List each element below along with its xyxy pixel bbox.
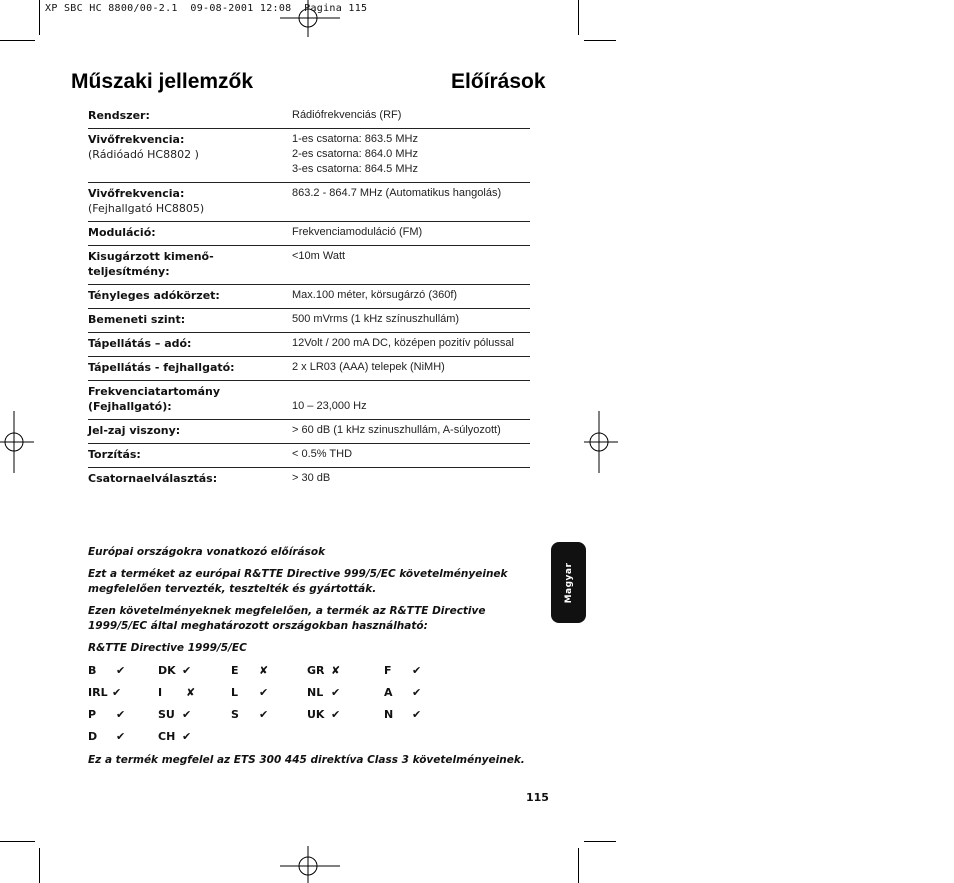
specifications-table	[88, 105, 530, 491]
page-title-regulations: Előírások	[451, 70, 546, 93]
country-n	[384, 708, 422, 721]
spec-value: > 60 dB (1 kHz szinuszhullám, A-súlyozott)	[292, 424, 501, 436]
country-irl	[88, 686, 122, 699]
check-mark-icon: ✔	[116, 708, 126, 721]
regulations-paragraph-1: Ezt a terméket az európai R&TTE Directive 999/5/EC követelményeinek megfelelően tervezték, tesztelték és gyártották.	[88, 568, 508, 595]
spec-row	[88, 309, 530, 333]
spec-value: > 30 dB	[292, 472, 331, 484]
spec-row	[88, 285, 530, 309]
spec-label: Kisugárzott kimenő-teljesítmény:	[88, 250, 214, 278]
country-l	[231, 686, 269, 699]
regulations-paragraph-2: Ezen követelményeknek megfelelően, a termék az R&TTE Directive 1999/5/EC által meghatározott országokban használható:	[88, 605, 486, 632]
check-mark-icon: ✔	[112, 686, 122, 699]
country-code: CH	[158, 730, 176, 743]
cross-mark-icon: ✘	[331, 664, 341, 677]
directive-label: R&TTE Directive 1999/5/EC	[88, 642, 247, 654]
spec-label: Tápellátás - fejhallgató:	[88, 361, 235, 374]
country-s	[231, 708, 269, 721]
country-dk	[158, 664, 192, 677]
spec-value: 12Volt / 200 mA DC, középen pozitív pólussal	[292, 337, 514, 349]
spec-label: Csatornaelválasztás:	[88, 472, 218, 485]
country-nl	[307, 686, 341, 699]
check-mark-icon: ✔	[412, 686, 422, 699]
country-code: IRL	[88, 686, 108, 699]
country-code: GR	[307, 664, 325, 677]
country-su	[158, 708, 192, 721]
spec-label: Rendszer:	[88, 109, 150, 122]
country-code: N	[384, 708, 394, 721]
spec-row	[88, 129, 530, 183]
spec-row	[88, 357, 530, 381]
spec-value: 500 mVrms (1 kHz színuszhullám)	[292, 313, 460, 325]
page-title-specifications: Műszaki jellemzők	[71, 70, 254, 93]
check-mark-icon: ✔	[182, 730, 192, 743]
check-mark-icon: ✔	[116, 730, 126, 743]
language-side-tab	[551, 542, 586, 623]
spec-row	[88, 183, 530, 222]
spec-row	[88, 222, 530, 246]
spec-label: Frekvenciatartomány (Fejhallgató):	[88, 385, 220, 413]
registration-mark-left-icon	[0, 409, 36, 475]
country-code: SU	[158, 708, 175, 721]
check-mark-icon: ✔	[331, 708, 341, 721]
spec-value: <10m Watt	[292, 250, 346, 262]
country-code: F	[384, 664, 392, 677]
check-mark-icon: ✔	[412, 664, 422, 677]
registration-mark-bottom-icon	[278, 844, 342, 883]
country-code: A	[384, 686, 393, 699]
check-mark-icon: ✔	[331, 686, 341, 699]
check-mark-icon: ✔	[182, 664, 192, 677]
spec-value: Rádiófrekvenciás (RF)	[292, 109, 402, 121]
country-code: P	[88, 708, 97, 721]
country-b	[88, 664, 126, 677]
spec-row	[88, 468, 530, 491]
country-uk	[307, 708, 341, 721]
spec-label: Torzítás:	[88, 448, 141, 461]
spec-row	[88, 420, 530, 444]
spec-label: Vivőfrekvencia: (Fejhallgató HC8805)	[88, 187, 205, 215]
spec-label: Moduláció:	[88, 226, 156, 239]
cross-mark-icon: ✘	[259, 664, 269, 677]
spec-value: 1-es csatorna: 863.5 MHz 2-es csatorna: 864.0 MHz 3-es csatorna: 864.5 MHz	[292, 133, 418, 175]
country-code: S	[231, 708, 239, 721]
spec-value: 2 x LR03 (AAA) telepek (NiMH)	[292, 361, 445, 373]
spec-label: Bemeneti szint:	[88, 313, 186, 326]
country-ch	[158, 730, 192, 743]
spec-label: Vivőfrekvencia: (Rádióadó HC8802 )	[88, 133, 199, 161]
spec-value: 863.2 - 864.7 MHz (Automatikus hangolás)	[292, 187, 502, 199]
regulations-heading: Európai országokra vonatkozó előírások	[88, 546, 326, 558]
country-d	[88, 730, 126, 743]
country-code: I	[158, 686, 163, 699]
country-code: D	[88, 730, 98, 743]
check-mark-icon: ✔	[182, 708, 192, 721]
country-compliance-grid	[88, 664, 448, 754]
spec-row	[88, 246, 530, 285]
country-code: L	[231, 686, 239, 699]
country-f	[384, 664, 422, 677]
spec-label: Tényleges adókörzet:	[88, 289, 220, 302]
country-code: NL	[307, 686, 324, 699]
spec-row	[88, 444, 530, 468]
spec-row	[88, 105, 530, 129]
check-mark-icon: ✔	[259, 708, 269, 721]
regulations-footer: Ez a termék megfelel az ETS 300 445 direktíva Class 3 követelményeinek.	[88, 754, 525, 766]
spec-value: Frekvenciamoduláció (FM)	[292, 226, 423, 238]
country-code: UK	[307, 708, 325, 721]
country-code: B	[88, 664, 97, 677]
spec-label: Jel-zaj viszony:	[88, 424, 181, 437]
country-code: DK	[158, 664, 176, 677]
check-mark-icon: ✔	[116, 664, 126, 677]
spec-label: Tápellátás – adó:	[88, 337, 192, 350]
print-header: XP SBC HC 8800/00-2.1 09-08-2001 12:08 Pagina 115	[45, 3, 368, 14]
country-a	[384, 686, 422, 699]
check-mark-icon: ✔	[412, 708, 422, 721]
registration-mark-right-icon	[582, 409, 618, 475]
cross-mark-icon: ✘	[186, 686, 196, 699]
spec-row	[88, 381, 530, 420]
country-p	[88, 708, 126, 721]
country-i	[158, 686, 196, 699]
spec-value: < 0.5% THD	[292, 448, 353, 460]
country-e	[231, 664, 269, 677]
country-gr	[307, 664, 341, 677]
language-tab-label: Magyar	[563, 562, 574, 603]
spec-value: Max.100 méter, körsugárzó (360f)	[292, 289, 458, 301]
country-code: E	[231, 664, 239, 677]
check-mark-icon: ✔	[259, 686, 269, 699]
page-number: 115	[526, 791, 549, 804]
spec-value: 10 – 23,000 Hz	[292, 400, 367, 412]
spec-row	[88, 333, 530, 357]
